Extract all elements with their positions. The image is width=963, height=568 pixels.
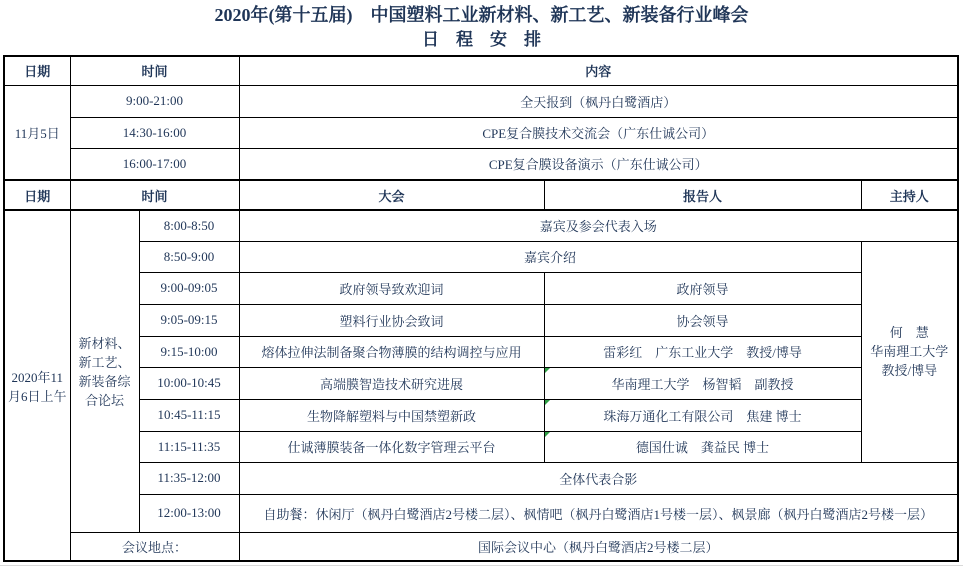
table-row xyxy=(4,148,958,180)
table-row xyxy=(4,117,958,148)
schedule-subtitle: 日 程 安 排 xyxy=(422,30,541,49)
schedule-table xyxy=(3,55,959,562)
speaker-text: 珠海万通化工有限公司 焦建 博士 xyxy=(603,408,802,424)
table-row xyxy=(4,56,958,85)
time-cell: 8:50-9:00 xyxy=(139,241,239,272)
host-cell xyxy=(861,241,958,462)
table-row xyxy=(4,241,958,272)
content-cell: 嘉宾介绍 xyxy=(239,241,861,272)
time-cell: 11:35-12:00 xyxy=(139,462,239,494)
table-row xyxy=(4,180,958,210)
speaker-cell: 政府领导 xyxy=(544,272,861,304)
content-cell: 嘉宾及参会代表入场 xyxy=(239,210,958,241)
time-cell: 9:15-10:00 xyxy=(139,336,239,367)
speaker-cell xyxy=(544,367,861,399)
session-cell: 生物降解塑料与中国禁塑新政 xyxy=(239,399,544,431)
date-cell-nov5: 11月5日 xyxy=(4,85,70,180)
time-cell: 9:00-09:05 xyxy=(139,272,239,304)
table-row xyxy=(4,210,958,241)
time-cell: 9:05-09:15 xyxy=(139,304,239,336)
host-title: 教授/博导 xyxy=(881,363,938,378)
time-cell: 9:00-21:00 xyxy=(70,85,239,117)
time-cell: 12:00-13:00 xyxy=(139,494,239,532)
time-cell: 10:45-11:15 xyxy=(139,399,239,431)
time-cell: 16:00-17:00 xyxy=(70,148,239,180)
session-cell: 高端膜智造技术研究进展 xyxy=(239,367,544,399)
session-cell: 仕诚薄膜装备一体化数字管理云平台 xyxy=(239,431,544,462)
header-session: 大会 xyxy=(239,180,544,210)
speaker-text: 德国仕诚 龚益民 博士 xyxy=(635,440,770,455)
table-row xyxy=(4,494,958,532)
content-cell: 自助餐：休闲厅（枫丹白鹭酒店2号楼二层）、枫情吧（枫丹白鹭酒店1号楼一层）、枫景廊（枫丹白鹭酒店2号楼一层） xyxy=(239,494,958,532)
table-row xyxy=(4,367,958,399)
header-host: 主持人 xyxy=(861,180,958,210)
session-cell: 塑料行业协会致词 xyxy=(239,304,544,336)
session-cell: 政府领导致欢迎词 xyxy=(239,272,544,304)
table-row xyxy=(4,431,958,462)
page-title xyxy=(0,2,963,52)
green-corner-icon xyxy=(545,400,550,405)
content-cell: 全体代表合影 xyxy=(239,462,958,494)
forum-cell: 新材料、新工艺、新装备综合论坛 xyxy=(70,210,139,532)
time-cell: 14:30-16:00 xyxy=(70,117,239,148)
speaker-cell xyxy=(544,399,861,431)
table-row xyxy=(4,532,958,561)
header-speaker: 报告人 xyxy=(544,180,861,210)
venue-label-cell: 会议地点： xyxy=(70,532,239,561)
speaker-cell xyxy=(544,431,861,462)
host-org: 华南理工大学 xyxy=(870,344,949,359)
table-row xyxy=(4,304,958,336)
time-cell: 10:00-10:45 xyxy=(139,367,239,399)
speaker-cell: 协会领导 xyxy=(544,304,861,336)
speaker-cell: 雷彩红 广东工业大学 教授/博导 xyxy=(544,336,861,367)
time-cell: 8:00-8:50 xyxy=(139,210,239,241)
content-cell: CPE复合膜设备演示（广东仕诚公司） xyxy=(239,148,958,180)
table-row xyxy=(4,85,958,117)
gridline-artifact xyxy=(0,565,963,566)
date-cell-nov6: 2020年11月6日上午 xyxy=(4,210,70,561)
header-time: 时间 xyxy=(70,56,239,85)
table-row xyxy=(4,272,958,304)
table-row xyxy=(4,462,958,494)
green-corner-icon xyxy=(545,368,550,373)
header-content: 内容 xyxy=(239,56,958,85)
content-cell: 全天报到（枫丹白鹭酒店） xyxy=(239,85,958,117)
speaker-text: 华南理工大学 杨智韬 副教授 xyxy=(611,376,794,392)
header-time-2: 时间 xyxy=(70,180,239,210)
table-row xyxy=(4,336,958,367)
content-cell: CPE复合膜技术交流会（广东仕诚公司） xyxy=(239,117,958,148)
table-row xyxy=(4,399,958,431)
venue-cell: 国际会议中心（枫丹白鹭酒店2号楼二层） xyxy=(239,532,958,561)
session-cell: 熔体拉伸法制备聚合物薄膜的结构调控与应用 xyxy=(239,336,544,367)
header-date-2: 日期 xyxy=(4,180,70,210)
host-name: 何 慧 xyxy=(889,325,929,340)
green-corner-icon xyxy=(545,432,550,437)
header-date: 日期 xyxy=(4,56,70,85)
conference-title: 2020年(第十五届) 中国塑料工业新材料、新工艺、新装备行业峰会 xyxy=(214,5,749,25)
time-cell: 11:15-11:35 xyxy=(139,431,239,462)
